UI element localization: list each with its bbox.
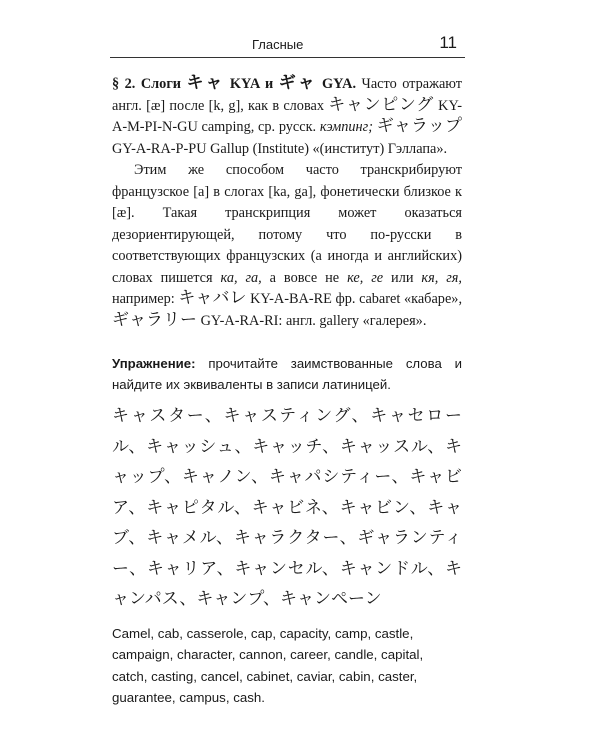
header-title: Гласные [252, 37, 304, 52]
section-paragraph [112, 74, 462, 160]
paragraph-2 [112, 160, 462, 332]
p2-text-5: KY-A-BA-RE фр. cabaret «кабаре», [250, 291, 463, 307]
p2-italic-ka-ga: ка, га, [220, 269, 262, 286]
p2-text-3: или [391, 269, 414, 286]
heading-romaji-gya: GYA. [322, 76, 357, 92]
p2-text-1: Этим же способом часто транскрибируют французское [a] в слогах [ka, ga], фонетически близкое к [æ]. Такая транскрипция может оказаться дезориентирующей, потому что по-русски в соответствующих французских (а иногда и английских) словах пишется [112, 162, 462, 286]
page-number: 11 [439, 33, 457, 52]
p1-katakana-camping: キャンピング [328, 94, 434, 115]
exercise-katakana-list: キャスター、キャスティング、キャセロール、キャッシュ、キャッチ、キャッスル、キャップ、キャノン、キャパシティー、キャビア、キャピタル、キャビネ、キャビン、キャブ、キャメル、キャラクター、ギャランティー、キャリア、キャンセル、キャンドル、キャンパス、キャンプ、キャンペーン [112, 406, 462, 609]
exercise-label: Упражнение: [112, 356, 196, 371]
p1-text-3: GY-A-RA-P-PU Gallup (Institute) «(институт) Гэллапа». [112, 140, 448, 157]
page-content [112, 74, 462, 709]
section-heading [112, 73, 357, 93]
heading-conjunction: и [264, 76, 274, 92]
running-header [110, 33, 465, 58]
p1-katakana-gallup: ギャラップ [376, 116, 462, 136]
heading-kana-kya: キャ [186, 73, 225, 93]
p2-italic-kya-gya: кя, гя, [421, 269, 462, 286]
p2-text-6: GY-A-RA-RI: англ. gallery «галерея». [200, 312, 427, 329]
p1-text-2: KY-A-M-PI-N-GU camping, ср. русск. [112, 97, 462, 135]
p2-katakana-gallery: ギャラリー [112, 309, 197, 330]
exercise-instruction [112, 354, 462, 395]
p2-text-2: а вовсе не [269, 269, 340, 286]
p2-katakana-cabaret: キャバレ [178, 288, 247, 308]
p2-text-4: например: [112, 291, 175, 307]
heading-kana-gya: ギャ [278, 73, 317, 93]
p2-italic-ke-ge: ке, ге [347, 269, 384, 286]
p1-text-1: Часто отражают англ. [æ] после [k, g], как в словах [112, 76, 463, 114]
exercise-instruction-text: прочитайте заимствованные слова и найдите их эквиваленты в записи латиницей. [112, 356, 462, 392]
p1-italic-kemping: кэмпинг; [319, 119, 373, 135]
exercise-answer-words: Camel, cab, casserole, cap, capacity, camp, castle, campaign, character, cannon, career, candle, capital, catch, casting, cancel, cabinet, caviar, cabin, caster, guarantee, campus, cash. [112, 625, 424, 705]
heading-romaji-kya: KYA [229, 76, 260, 92]
section-heading-prefix: § 2. Слоги [112, 76, 182, 92]
